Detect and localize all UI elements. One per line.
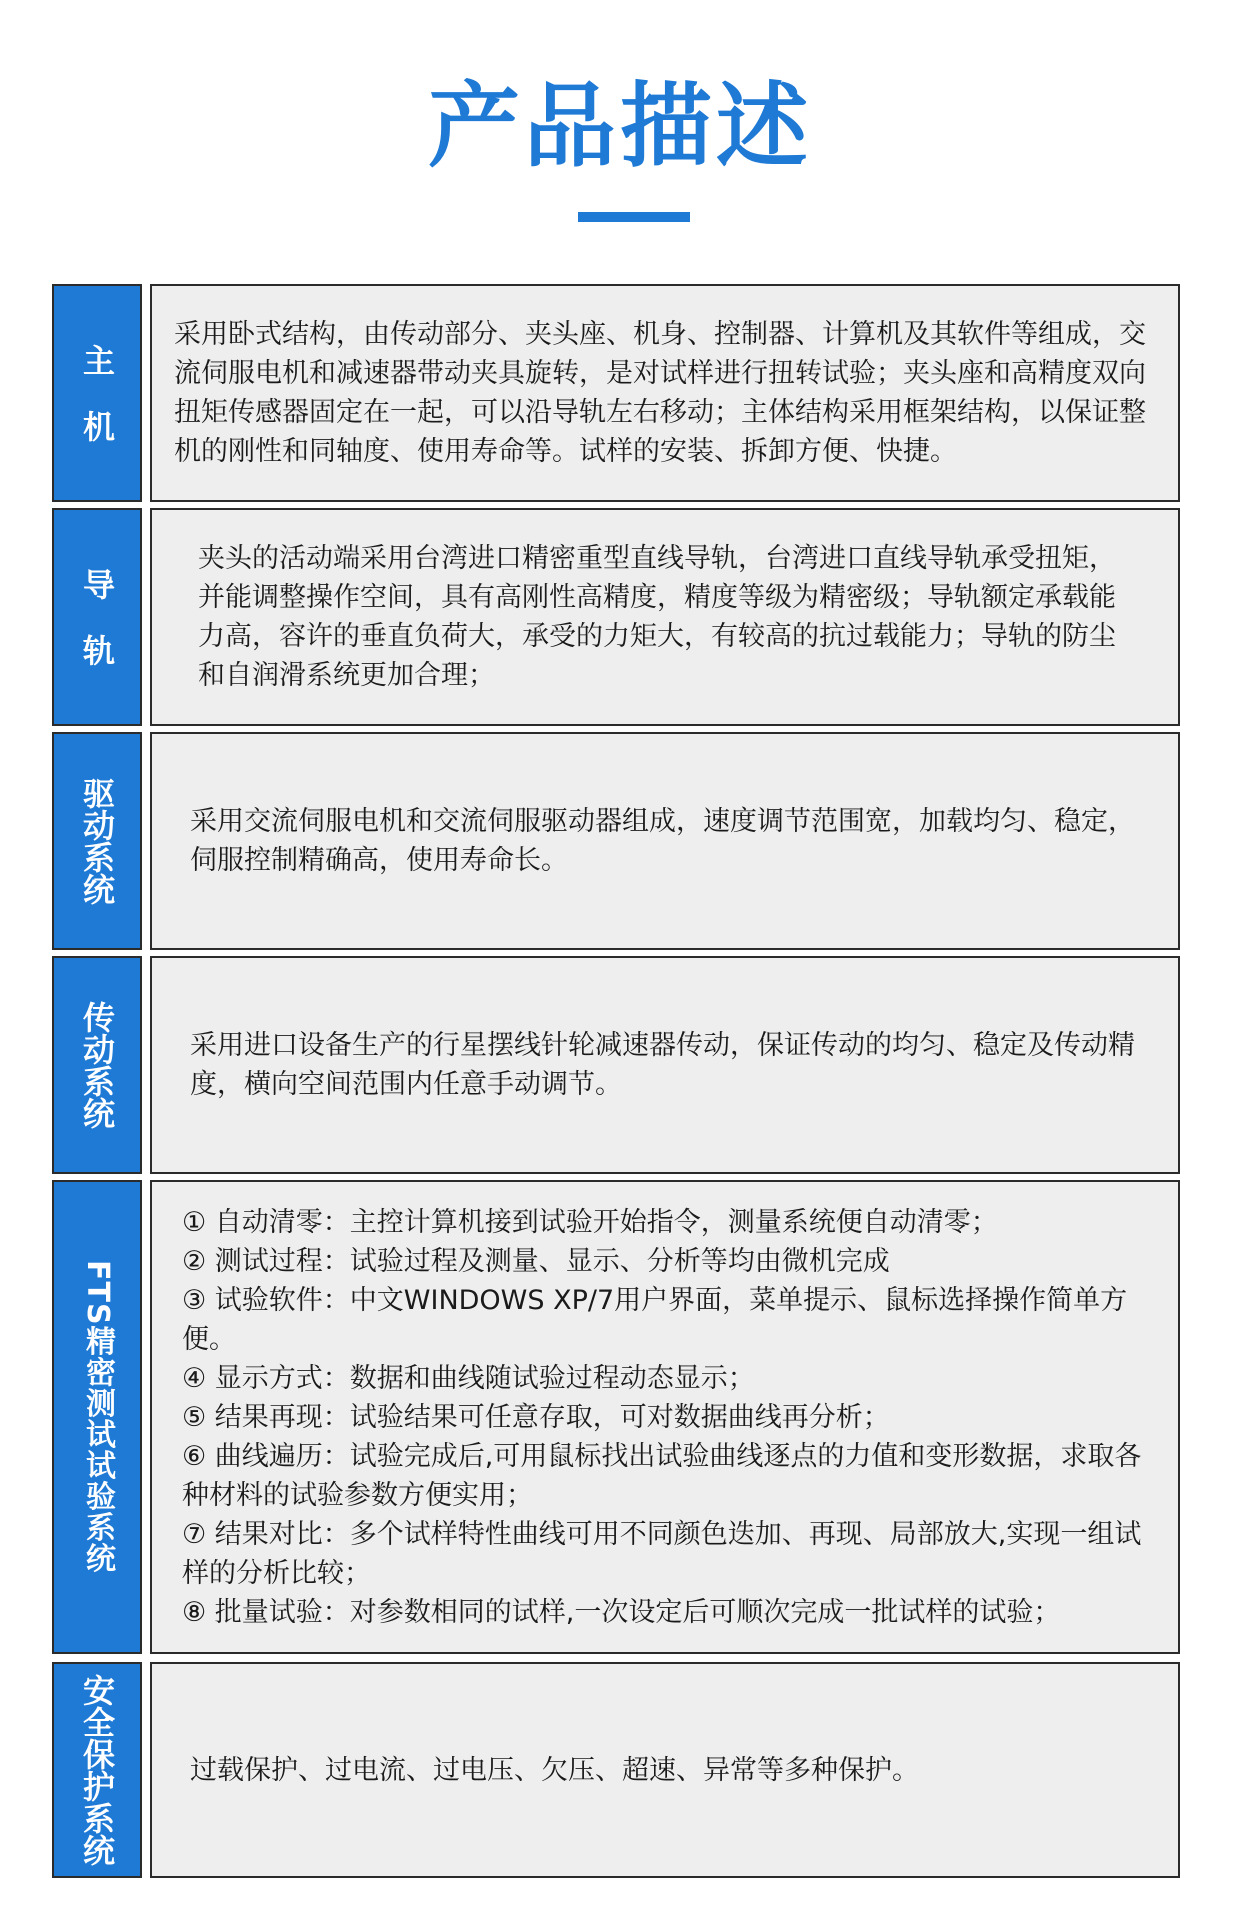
list-item: ⑥ 曲线遍历：试验完成后,可用鼠标找出试验曲线逐点的力值和变形数据，求取各种材料的试验参数方便实用；	[182, 1440, 1142, 1511]
side-label-text: 传动系统	[78, 1001, 116, 1129]
section-guide-rail	[52, 508, 1180, 726]
side-label-fts-test-system	[52, 1180, 142, 1654]
side-label-safety-protection-system	[52, 1662, 142, 1878]
content-box-safety-protection-system	[150, 1662, 1180, 1878]
page-title: 产品描述	[427, 73, 812, 180]
list-item: ⑤ 结果再现：试验结果可任意存取，可对数据曲线再分析；	[182, 1401, 890, 1433]
description-text: 过载保护、过电流、过电压、欠压、超速、异常等多种保护。	[190, 1754, 919, 1786]
description-text: 采用交流伺服电机和交流伺服驱动器组成，速度调节范围宽，加载均匀、稳定，伺服控制精确高，使用寿命长。	[190, 806, 1135, 876]
side-label-transmission-system	[52, 956, 142, 1174]
section-safety-protection-system	[52, 1662, 1180, 1878]
content-box-transmission-system	[150, 956, 1180, 1174]
side-label-text: 导轨	[78, 568, 116, 700]
title-underline	[578, 212, 690, 222]
side-label-text: FTS精密测试试验系统	[80, 1260, 115, 1574]
list-item: ④ 显示方式：数据和曲线随试验过程动态显示；	[182, 1362, 755, 1394]
side-label-drive-system	[52, 732, 142, 950]
list-item: ③ 试验软件：中文WINDOWS XP/7用户界面，菜单提示、鼠标选择操作简单方便。	[182, 1284, 1128, 1355]
section-main-unit	[52, 284, 1180, 502]
side-label-text: 主机	[78, 344, 116, 476]
section-drive-system	[52, 732, 1180, 950]
content-box-drive-system	[150, 732, 1180, 950]
list-item: ⑧ 批量试验：对参数相同的试样,一次设定后可顺次完成一批试样的试验；	[182, 1596, 1061, 1628]
description-text: 夹头的活动端采用台湾进口精密重型直线导轨，台湾进口直线导轨承受扭矩，并能调整操作空间，具有高刚性高精度，精度等级为精密级；导轨额定承载能力高，容许的垂直负荷大，承受的力矩大，有较高的抗过载能力；导轨的防尘和自润滑系统更加合理；	[198, 543, 1116, 691]
side-label-text: 安全保护系统	[78, 1674, 116, 1866]
side-label-main-unit	[52, 284, 142, 502]
list-item: ① 自动清零：主控计算机接到试验开始指令，测量系统便自动清零；	[182, 1206, 998, 1238]
list-item: ⑦ 结果对比：多个试样特性曲线可用不同颜色迭加、再现、局部放大,实现一组试样的分析比较；	[182, 1518, 1142, 1589]
section-transmission-system	[52, 956, 1180, 1174]
description-text: 采用进口设备生产的行星摆线针轮减速器传动，保证传动的均匀、稳定及传动精度，横向空间范围内任意手动调节。	[190, 1030, 1135, 1100]
list-item: ② 测试过程：试验过程及测量、显示、分析等均由微机完成	[182, 1245, 890, 1277]
side-label-guide-rail	[52, 508, 142, 726]
description-text: 采用卧式结构，由传动部分、夹头座、机身、控制器、计算机及其软件等组成，交流伺服电机和减速器带动夹具旋转，是对试样进行扭转试验；夹头座和高精度双向扭矩传感器固定在一起，可以沿导轨左右移动；主体结构采用框架结构，以保证整机的刚性和同轴度、使用寿命等。试样的安装、拆卸方便、快捷。	[174, 319, 1146, 467]
feature-list	[182, 1203, 1154, 1632]
content-box-main-unit	[150, 284, 1180, 502]
content-box-guide-rail	[150, 508, 1180, 726]
content-box-fts-test-system	[150, 1180, 1180, 1654]
section-fts-test-system	[52, 1180, 1180, 1654]
side-label-text: 驱动系统	[78, 777, 116, 905]
